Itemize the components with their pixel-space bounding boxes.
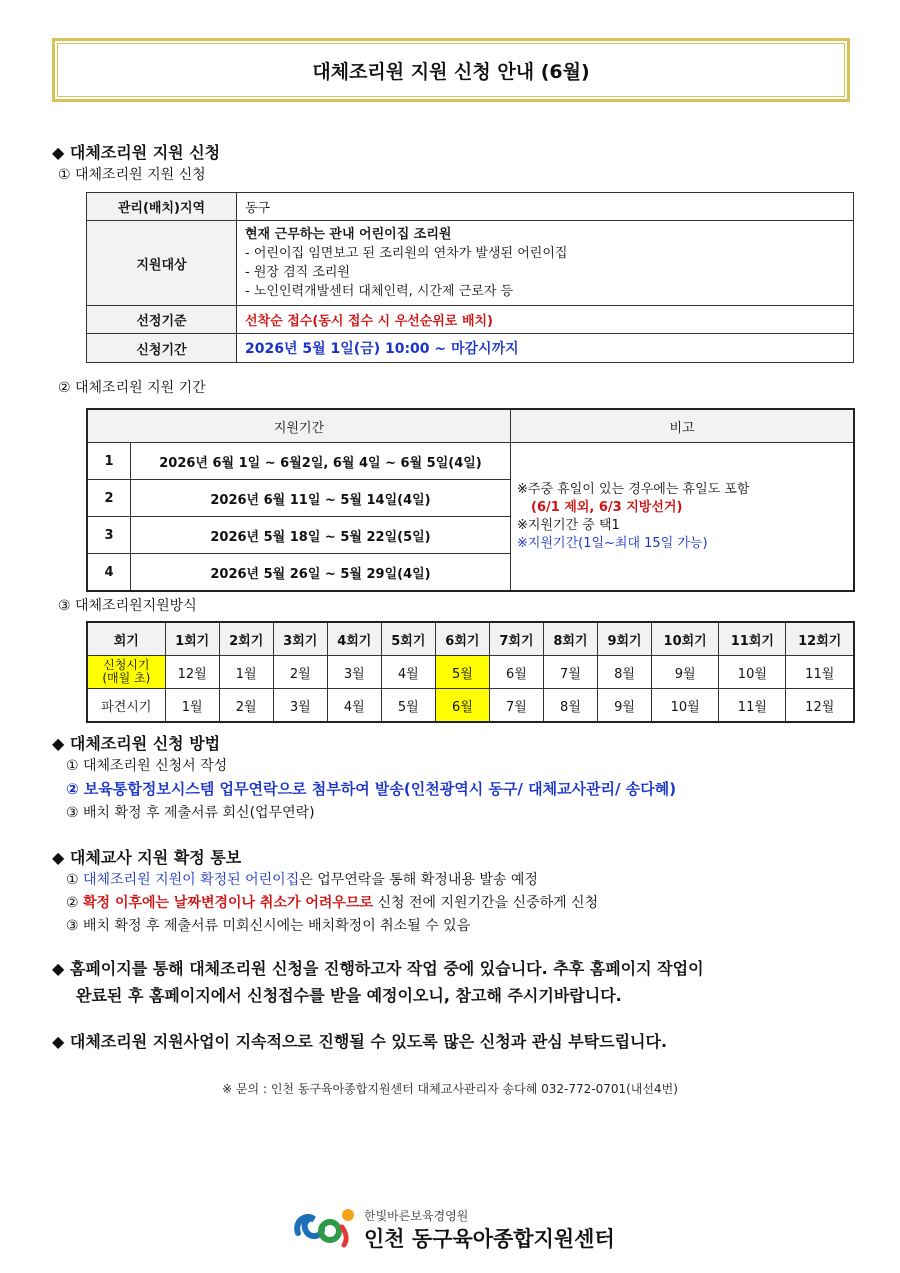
col-period-header: 지원기간 (87, 409, 511, 443)
period-value: 2026년 5월 1일(금) 10:00 ~ 마감시까지 (237, 334, 854, 363)
dispatch-cell: 10월 (652, 689, 719, 723)
dispatch-cell: 6월 (435, 689, 489, 723)
apply-label-line: 신청시기 (103, 658, 150, 672)
logo-subtitle: 한빛바른보육경영원 (364, 1209, 469, 1223)
contact-info: ※ 문의 : 인천 동구육아종합지원센터 대체교사관리자 송다혜 032-772-0701(내선4번) (222, 1082, 678, 1096)
period-row-value: 2026년 6월 11일 ~ 5월 14일(4일) (131, 480, 511, 517)
notice-thanks: ◆ 대체조리원 지원사업이 지속적으로 진행될 수 있도록 많은 신청과 관심 부탁드립니다. (52, 1032, 668, 1051)
method-header-cell: 12회기 (786, 622, 854, 656)
apply-cell: 3월 (327, 656, 381, 689)
note-line: ※지원기간 중 택1 (517, 517, 620, 533)
section2-line2: ② 보육통합정보시스템 업무연락으로 첨부하여 발송(인천광역시 동구/ 대체교사관리/ 송다혜) (66, 780, 677, 798)
dispatch-cell: 5월 (381, 689, 435, 723)
method-header-cell: 4회기 (327, 622, 381, 656)
dispatch-cell: 4월 (327, 689, 381, 723)
criteria-value: 선착순 접수(동시 접수 시 우선순위로 배치) (237, 306, 854, 334)
apply-cell: 5월 (435, 656, 489, 689)
period-row-no: 3 (87, 517, 131, 554)
method-header-cell: 10회기 (652, 622, 719, 656)
notice-homepage-line1: ◆ 홈페이지를 통해 대체조리원 신청을 진행하고자 작업 중에 있습니다. 추후 홈페이지 작업이 (52, 959, 704, 978)
apply-cell: 9월 (652, 656, 719, 689)
center-logo (292, 1203, 622, 1253)
section1-sub2: ② 대체조리원 지원 기간 (58, 380, 206, 396)
apply-label-line: (매월 초) (102, 671, 151, 685)
section2-line3: ③ 배치 확정 후 제출서류 회신(업무연락) (66, 805, 315, 821)
section3-line1 (66, 869, 538, 889)
period-row-no: 4 (87, 554, 131, 592)
apply-cell: 7월 (543, 656, 597, 689)
section3-line2-num: ② (66, 895, 79, 911)
method-header-cell: 9회기 (598, 622, 652, 656)
section3-heading: ◆ 대체교사 지원 확정 통보 (52, 848, 242, 867)
logo-name: 인천 동구육아종합지원센터 (364, 1227, 615, 1251)
dispatch-row-label: 파견시기 (87, 689, 165, 723)
period-row-value: 2026년 5월 18일 ~ 5월 22일(5일) (131, 517, 511, 554)
section1-sub3: ③ 대체조리원지원방식 (58, 598, 197, 614)
apply-cell: 1월 (219, 656, 273, 689)
dispatch-cell: 1월 (165, 689, 219, 723)
period-row-value: 2026년 6월 1일 ~ 6월2일, 6월 4일 ~ 6월 5일(4일) (131, 443, 511, 480)
apply-row-label (87, 656, 165, 689)
area-label: 관리(배치)지역 (87, 193, 237, 221)
apply-cell: 11월 (786, 656, 854, 689)
apply-cell: 4월 (381, 656, 435, 689)
method-table (86, 621, 855, 723)
dispatch-cell: 2월 (219, 689, 273, 723)
target-line: - 어린이집 임면보고 된 조리원의 연차가 발생된 어린이집 (245, 246, 568, 261)
period-note (511, 443, 855, 592)
method-header-cell: 1회기 (165, 622, 219, 656)
notice-homepage (52, 955, 862, 1009)
apply-cell: 8월 (598, 656, 652, 689)
dispatch-cell: 11월 (719, 689, 786, 723)
section3-line1-rest: 은 업무연락을 통해 확정내용 발송 예정 (299, 872, 538, 888)
method-header-cell: 5회기 (381, 622, 435, 656)
notice-homepage-line2: 완료된 후 홈페이지에서 신청접수를 받을 예정이오니, 참고해 주시기바랍니다. (76, 986, 622, 1005)
note-line: ※주중 휴일이 있는 경우에는 휴일도 포함 (517, 481, 750, 497)
period-row-no: 2 (87, 480, 131, 517)
criteria-label: 선정기준 (87, 306, 237, 334)
target-line: 현재 근무하는 관내 어린이집 조리원 (245, 227, 452, 242)
section3-line1-num: ① (66, 872, 79, 888)
section1-sub1: ① 대체조리원 지원 신청 (58, 167, 206, 183)
section3-line2 (66, 892, 598, 912)
method-header-cell: 3회기 (273, 622, 327, 656)
dispatch-cell: 8월 (543, 689, 597, 723)
section3-line1-highlight: 대체조리원 지원이 확정된 어린이집 (83, 872, 300, 888)
section2-line1: ① 대체조리원 신청서 작성 (66, 758, 228, 774)
section3-line2-rest: 신청 전에 지원기간을 신중하게 신청 (373, 895, 599, 911)
period-row-no: 1 (87, 443, 131, 480)
target-line: - 원장 겸직 조리원 (245, 265, 350, 280)
section3-line3: ③ 배치 확정 후 제출서류 미회신시에는 배치확정이 취소될 수 있음 (66, 918, 471, 934)
section1-heading-text: 대체조리원 지원 신청 (69, 143, 221, 162)
dispatch-cell: 12월 (786, 689, 854, 723)
note-line: ※지원기간(1일~최대 15일 가능) (517, 535, 708, 551)
center-logo-icon (292, 1203, 358, 1249)
page-title: 대체조리원 지원 신청 안내 (6월) (52, 38, 850, 102)
section2-heading-text: 대체조리원 신청 방법 (69, 734, 221, 753)
area-value: 동구 (237, 193, 854, 221)
method-header-label: 회기 (87, 622, 165, 656)
apply-cell: 6월 (489, 656, 543, 689)
section1-heading: ◆ 대체조리원 지원 신청 (52, 143, 221, 162)
apply-cell: 12월 (165, 656, 219, 689)
target-line: - 노인인력개발센터 대체인력, 시간제 근로자 등 (245, 284, 514, 299)
method-header-cell: 8회기 (543, 622, 597, 656)
target-label: 지원대상 (87, 221, 237, 306)
dispatch-cell: 9월 (598, 689, 652, 723)
method-header-cell: 11회기 (719, 622, 786, 656)
period-row-value: 2026년 5월 26일 ~ 5월 29일(4일) (131, 554, 511, 592)
support-period-table (86, 408, 855, 592)
section3-line2-highlight: 확정 이후에는 날짜변경이나 취소가 어려우므로 (83, 895, 373, 911)
apply-cell: 2월 (273, 656, 327, 689)
section2-heading: ◆ 대체조리원 신청 방법 (52, 734, 221, 753)
period-label: 신청기간 (87, 334, 237, 363)
section3-heading-text: 대체교사 지원 확정 통보 (69, 848, 242, 867)
note-line: (6/1 제외, 6/3 지방선거) (531, 499, 683, 515)
apply-cell: 10월 (719, 656, 786, 689)
dispatch-cell: 7월 (489, 689, 543, 723)
method-header-cell: 6회기 (435, 622, 489, 656)
target-value (237, 221, 854, 306)
col-note-header: 비고 (511, 409, 855, 443)
method-header-cell: 2회기 (219, 622, 273, 656)
dispatch-cell: 3월 (273, 689, 327, 723)
method-header-cell: 7회기 (489, 622, 543, 656)
support-info-table (86, 192, 854, 363)
